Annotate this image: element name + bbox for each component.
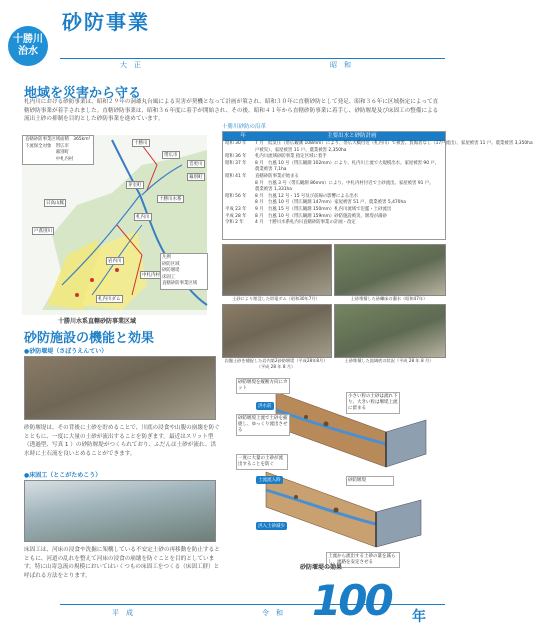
legend-item: 床固工 bbox=[162, 274, 176, 280]
era-taisho: 大 正 bbox=[120, 61, 141, 69]
centennial-unit: 年 bbox=[412, 609, 426, 625]
col-event-header: 主要出水と砂防計画 bbox=[327, 133, 377, 139]
history-year: 昭和 36 年 bbox=[225, 154, 247, 160]
page-title: 砂防事業 bbox=[62, 10, 150, 34]
legend-title: 凡例 bbox=[162, 255, 171, 260]
history-rows bbox=[223, 141, 533, 227]
history-year: 昭和 41 年 bbox=[225, 173, 247, 179]
logo-line1: 十勝川 bbox=[13, 34, 43, 45]
history-year: 昭和 30 年 bbox=[225, 141, 247, 146]
photo-caption: 土砂堆積した砂礫床の濁水（昭和47年） bbox=[350, 296, 428, 301]
history-event: 農業被害 1,331ha bbox=[255, 187, 293, 193]
history-row bbox=[223, 167, 445, 174]
history-year: 令和 2 年 bbox=[225, 220, 244, 226]
history-event: 8 月 台風 10 号（帯広観測 159mm）砂防施設被災、堰堤が満砂 bbox=[255, 213, 387, 219]
map-label-system: 十勝川水系 bbox=[159, 197, 182, 202]
section1-paragraph: 札内川における砂防事業は、昭和２９年の洞爺丸台風による災害が契機となって計画が策され、昭和３０年に直轄砂防として発足、昭和３６年に区域指定によって直轄砂防事業が着手されました。直轄砂防事業は、昭和３６年度に着手が開始され、その後、昭和４１年から直轄砂防事業に着手し、砂防堰堤及び床固工の整備による流出土砂の抑制を目的とした砂防事業を進めています。 bbox=[24, 99, 439, 122]
diagram-note: 砂防堰堤上流で土砂を捕捉し、ゆっくり流出させる bbox=[236, 414, 290, 436]
map-info-line: 下流保全対象 帯広市 bbox=[25, 143, 69, 149]
tokotome-title: ●床固工（とこがためこう） bbox=[24, 472, 102, 479]
tokachi-river-logo bbox=[8, 26, 48, 66]
diagram-label-cut: 砂防堰堤を縦断方向にカット bbox=[236, 378, 290, 394]
history-table bbox=[222, 131, 533, 240]
history-row bbox=[223, 141, 533, 148]
map-info-line: 中札内村 bbox=[25, 156, 74, 162]
map-info-box bbox=[22, 135, 94, 165]
history-row bbox=[223, 200, 445, 207]
era-timeline-top bbox=[60, 58, 445, 59]
diagram-tag-flood: 洪水前 bbox=[258, 404, 272, 409]
map-label-tokachi: 十勝川 bbox=[134, 141, 148, 146]
diagram-note: 砂防堰堤 bbox=[346, 476, 394, 486]
photo-sabo-dam bbox=[24, 356, 216, 420]
legend-item: 砂防区域 bbox=[162, 261, 180, 267]
history-event: 8 月 台風 10 号（帯広観測 147mm）家屋被害 51 戸、農業被害 5,470ha bbox=[255, 200, 406, 206]
map-label-satsunai: 札内川 bbox=[136, 215, 150, 220]
centennial-number: 100 bbox=[312, 576, 391, 625]
map-info-line: 直轄砂防事業区域面積 365km² bbox=[25, 137, 91, 142]
diagram-note: 一度に大量の土砂が流出することを防ぐ bbox=[236, 454, 288, 470]
photo-basin-bed bbox=[334, 304, 446, 358]
legend-item: 砂防堰堤 bbox=[162, 268, 180, 274]
history-year: 平成 28 年 bbox=[225, 213, 247, 219]
legend-item: 直轄砂防事業区域 bbox=[162, 281, 198, 287]
map-label-dam: 札内川ダム bbox=[98, 297, 121, 302]
photo-iwanai-dam bbox=[222, 304, 332, 358]
map-label-makubetsu: 幕別町 bbox=[189, 175, 203, 180]
history-event: 8 月 台風 10 号（帯広観測 102mm）により、札内川上流で大規模出水。家屋被害 90 戸。 bbox=[255, 160, 440, 166]
photo-tokotome bbox=[24, 480, 216, 542]
history-event: 9 月 台風 15 号（帯広観測 150mm）札内川流域で氾濫・土砂流出 bbox=[255, 206, 392, 212]
sabo-dam-diagram bbox=[236, 372, 444, 572]
sabo-area-map bbox=[22, 135, 207, 315]
history-event: 直轄砂防事業が始まる bbox=[255, 173, 299, 179]
sabo-dam-title: ●砂防堰堤（さぼうえんてい） bbox=[24, 348, 108, 355]
photo-caption: 土砂堆積した流域底の状況（平成 28 年 8 月） bbox=[344, 358, 434, 363]
history-table-header bbox=[223, 132, 445, 141]
history-event: 7 月 低気圧（帯広観測 108mm）により、帯広大橋付近（札内川）で被害。負傷者なし（17戸流出）、家屋被害 11 戸。農業被害 3,350ha bbox=[255, 141, 533, 146]
history-year: 平成 23 年 bbox=[225, 206, 247, 212]
map-caption: 十勝川水系直轄砂防事業区域 bbox=[58, 318, 137, 325]
photo-caption: 土砂により埋没した帯電ダム（昭和30年7月） bbox=[232, 296, 320, 301]
history-title: 十勝川砂防の沿革 bbox=[222, 124, 267, 130]
diagram-note: 小さい粒の土砂は流れ下り、大きい粒は堰堤上流に留まる bbox=[346, 392, 400, 414]
photo-sediment-riverbed bbox=[334, 244, 446, 296]
map-info-line: 幕別町 bbox=[25, 150, 69, 156]
diagram-caption: 砂防堰堤の効果 bbox=[300, 564, 343, 571]
era-reiwa: 令 和 bbox=[262, 609, 283, 617]
map-label-tottabetsu: 戸蔦別川 bbox=[34, 229, 52, 234]
history-row bbox=[223, 174, 445, 181]
map-label-otofuke: 音更川 bbox=[189, 162, 203, 167]
era-showa: 昭 和 bbox=[330, 61, 351, 69]
history-event: 8 月 台風 3 号（帯広観測 86mm）により、中札内村付近で土砂流出。家屋被害 91 戸。 bbox=[255, 180, 434, 186]
history-event: 8 月 台風 12 号・15 号及び前線の影響による出水 bbox=[255, 193, 358, 199]
logo-line2: 治水 bbox=[18, 46, 38, 57]
diagram-tag-after: 洪入土砂減少 bbox=[258, 524, 285, 529]
history-event: 4 月 十勝川水系札内川直轄砂防事業の計画・改定 bbox=[255, 220, 356, 226]
history-row bbox=[223, 187, 445, 194]
tokotome-paragraph: 床固工は、河床の浸食や洗掘に架構している不安定土砂の再移動を防止するとともに、河道の乱れを整えて河床の浸食の崩壊を防ぐことを目的としています。特に山寄急流の規模においてはいくつもの床固工をつくる（床固工群）と呼ばれる方法をとります。 bbox=[24, 547, 220, 579]
map-label-obihiro: 帯広市 bbox=[164, 153, 178, 158]
history-event: 農業被害 7,1ha bbox=[255, 167, 287, 173]
section1-heading: 地域を災害から守る bbox=[24, 86, 142, 101]
section2-heading: 砂防施設の機能と効果 bbox=[24, 331, 155, 346]
photo-buried-dam bbox=[222, 244, 332, 296]
sabo-dam-paragraph: 砂防堰堤は、その背後に土砂を貯めることで、川底の浸食や山腹の崩壊を防ぐとともに、一度に大量の土砂が流出することを防ぎます。最近はスリット型（透過型、写真 1 ）の砂防堰堤がつくられており、ふだんは土砂が流れ、洪水時に土石流を良いとめることができます。 bbox=[24, 425, 220, 457]
history-row bbox=[223, 154, 445, 161]
map-legend bbox=[160, 253, 208, 290]
map-label-iwanai: 岩内川 bbox=[108, 259, 122, 264]
map-label-memuro: 芽室町 bbox=[128, 183, 142, 188]
col-year-header: 年 bbox=[240, 133, 246, 139]
diagram-tag-inflow: 土流流入時 bbox=[258, 478, 281, 483]
map-label-nakasatsunai: 中札内村 bbox=[142, 273, 160, 278]
history-row bbox=[223, 220, 445, 227]
era-heisei: 平 成 bbox=[112, 609, 133, 617]
history-year: 昭和 37 年 bbox=[225, 160, 247, 166]
history-event: 戸被災）、家屋被害 11 戸、農業被害 2,350ha bbox=[255, 147, 347, 153]
photo-caption: 岩盤土砂を捕捉した岩内第2砂防堰堤（平成28年8月） bbox=[224, 358, 328, 363]
history-row bbox=[223, 207, 445, 214]
diagram-note: 上流から流出する土砂の量を減らし、流路を安定させる bbox=[326, 552, 400, 568]
history-year: 昭和 56 年 bbox=[225, 193, 247, 199]
history-event: 札内川流域砂防事業 指定区域に着手 bbox=[255, 154, 327, 160]
map-label-hidaka: 日高山脈 bbox=[46, 201, 64, 206]
photo-subcaption: （平成 28 年 8 月） bbox=[256, 364, 296, 369]
